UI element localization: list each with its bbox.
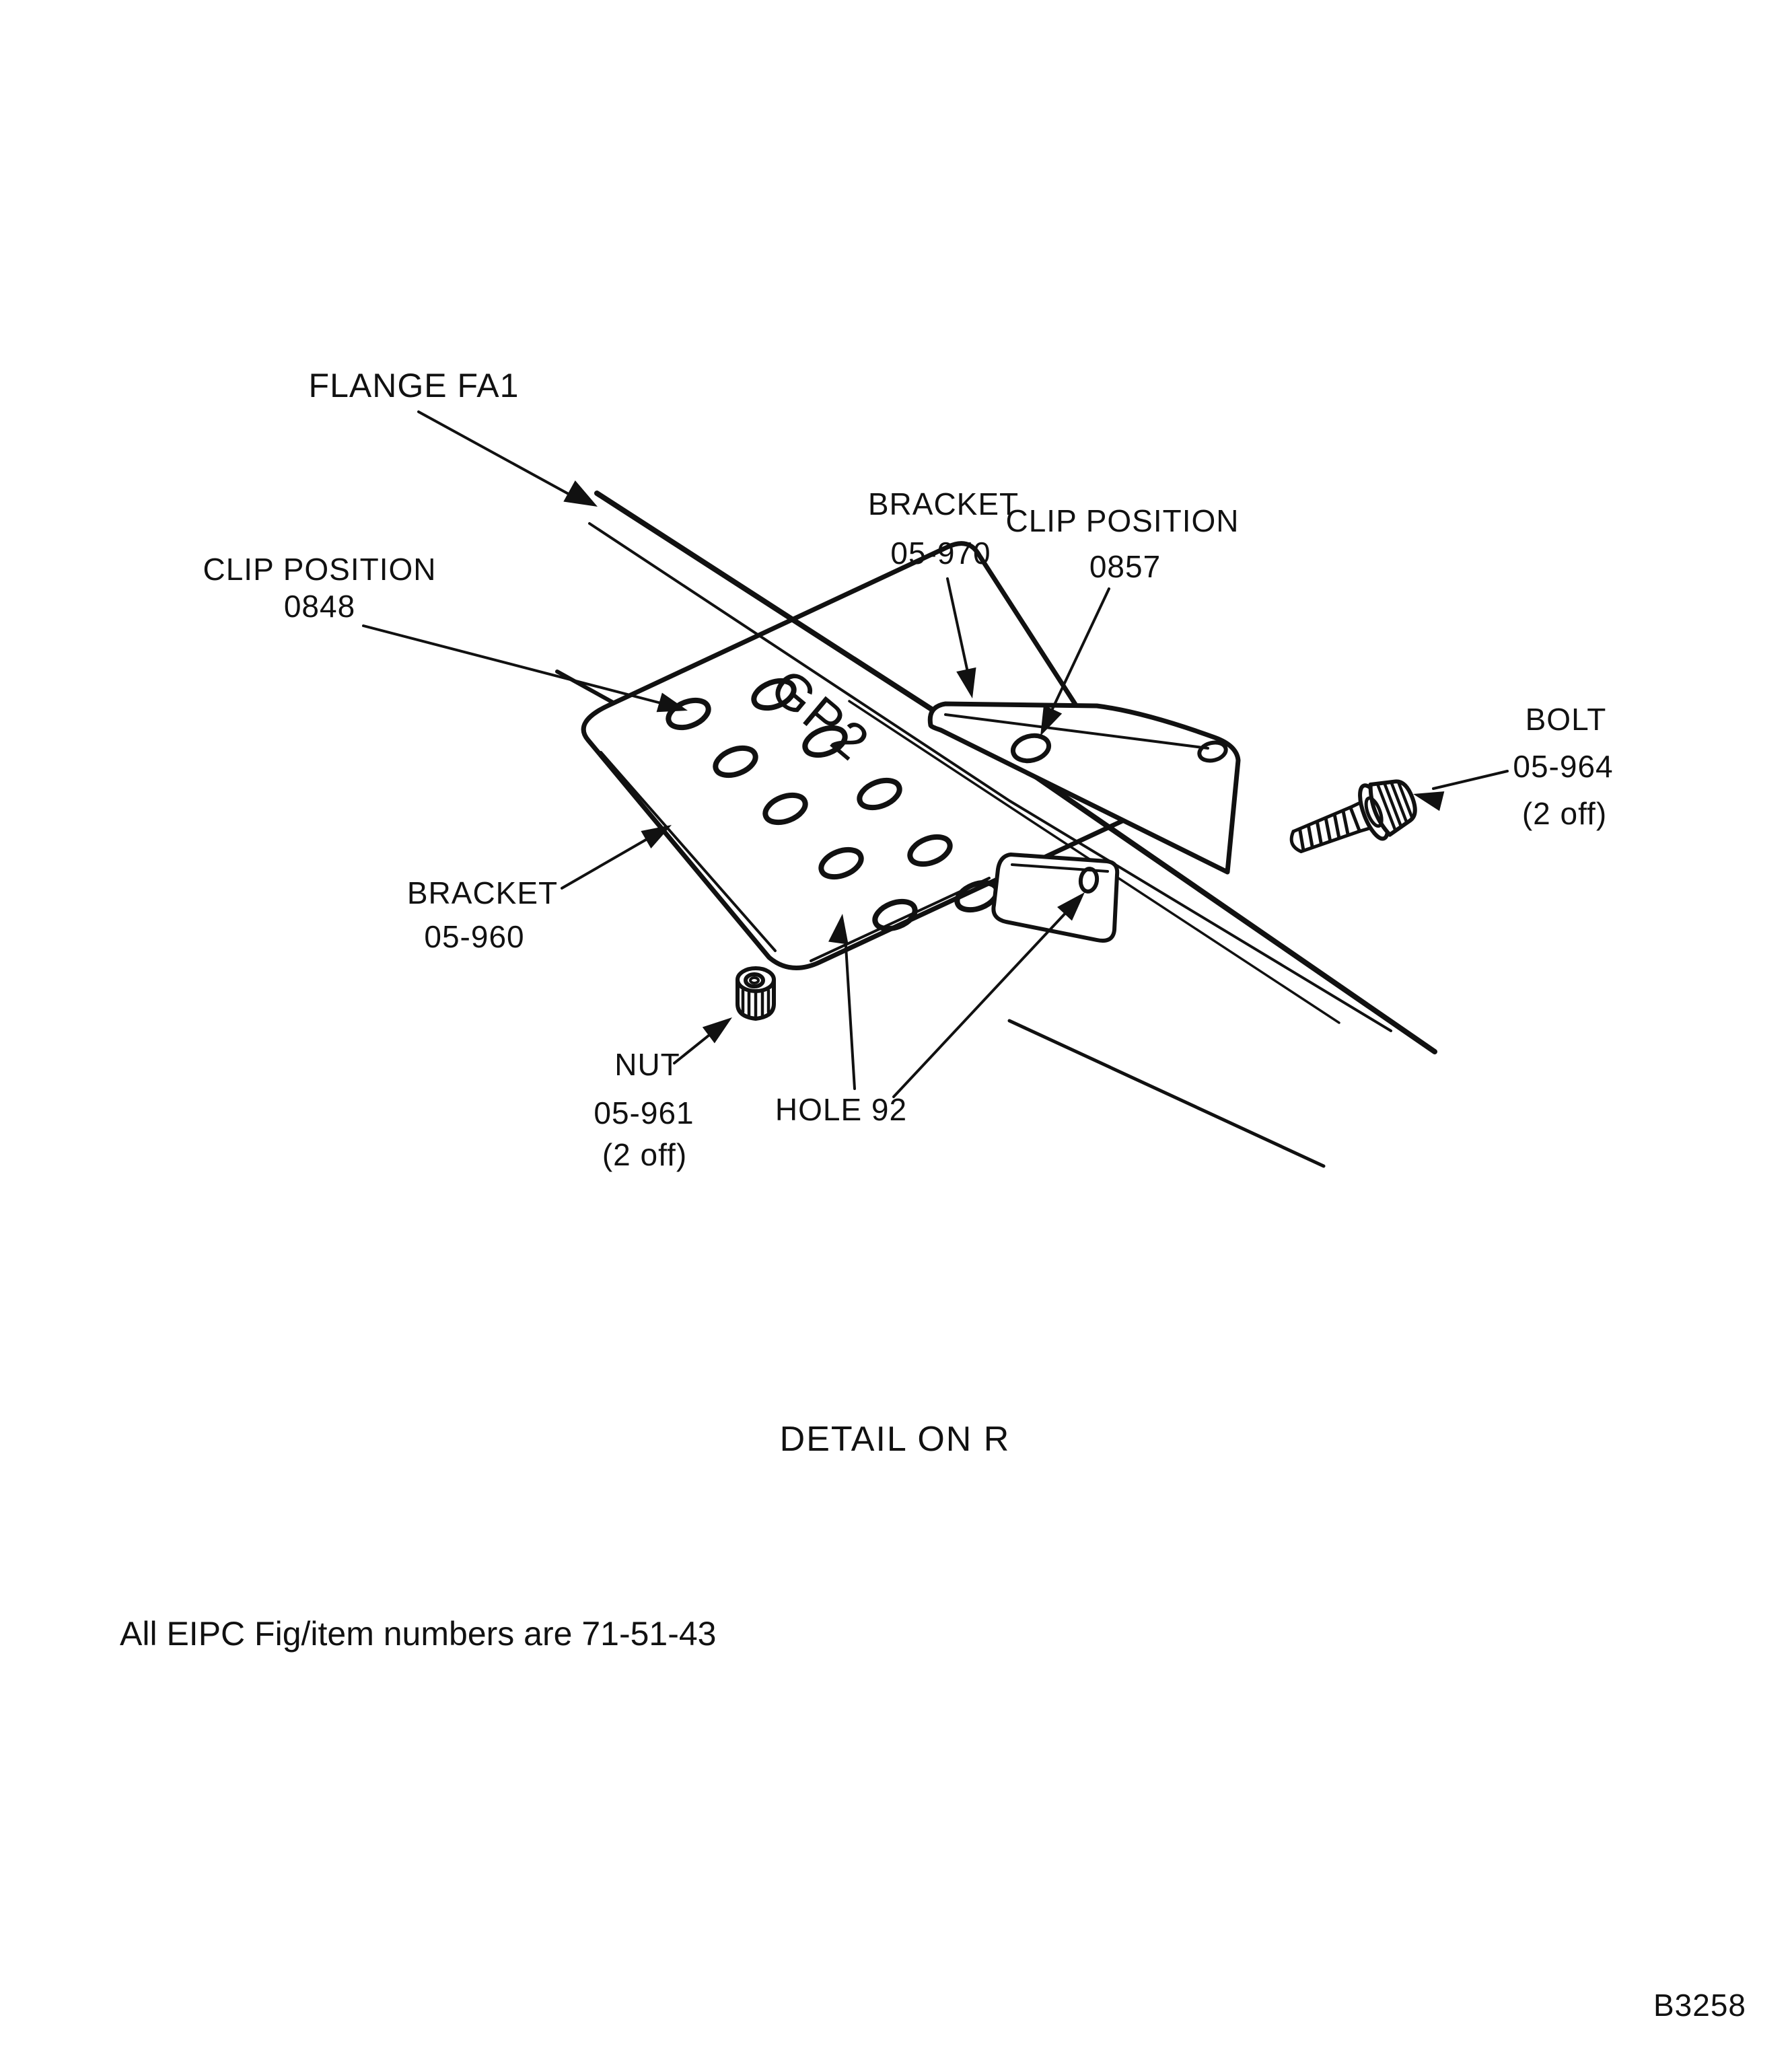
label-clip-position-0848-line2: 0848 [283, 589, 356, 624]
caption-detail-on-r: DETAIL ON R [779, 1420, 1011, 1459]
label-clip-position-0857-line1: CLIP POSITION [1005, 503, 1240, 538]
label-hole-92: HOLE 92 [775, 1092, 908, 1127]
label-bolt-line1: BOLT [1525, 702, 1607, 737]
drawing-number: B3258 [1653, 1988, 1747, 2023]
label-clip-position-0848-line1: CLIP POSITION [203, 552, 437, 587]
label-bracket-05-970-line1: BRACKET [867, 486, 1019, 521]
arrowhead-nut [703, 1009, 738, 1043]
label-nut-line1: NUT [614, 1047, 680, 1082]
label-bracket-05-960-line1: BRACKET [406, 875, 559, 910]
label-clip-position-0857-line2: 0857 [1089, 549, 1161, 584]
bolt-05-964 [1282, 771, 1422, 870]
label-bracket-05-970-line2: 05-970 [890, 536, 991, 571]
part-marking-gp2: GP2 [760, 657, 882, 773]
label-nut-line2: 05-961 [594, 1095, 694, 1130]
label-bolt-line2: 05-964 [1513, 749, 1614, 784]
arrowhead-flange [563, 480, 603, 517]
nut-05-961 [738, 968, 774, 1019]
bent-flange-hole-92 [993, 855, 1117, 941]
eipc-note: All EIPC Fig/item numbers are 71-51-43 [120, 1615, 717, 1653]
label-flange-fa1: FLANGE FA1 [308, 367, 519, 404]
label-bracket-05-960-line2: 05-960 [424, 919, 525, 954]
label-nut-line3: (2 off) [602, 1137, 688, 1172]
label-bolt-line3: (2 off) [1521, 796, 1608, 831]
